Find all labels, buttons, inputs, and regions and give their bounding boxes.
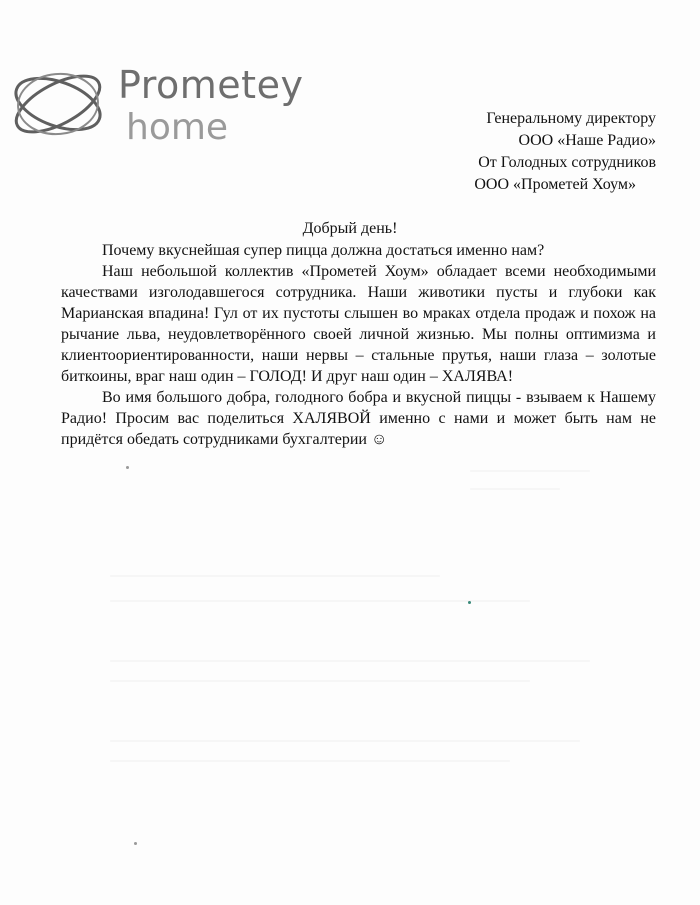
addressee-line: Генеральному директору	[486, 110, 656, 127]
scan-artifact	[110, 575, 440, 577]
letter-paragraph: Наш небольшой коллектив «Прометей Хоум» обладает всеми необходимыми качествами изголодавшегося сотрудника. Наши животики пусты и глубоки как Марианская впадина! Гул от их пустоты слышен во мраках отдела продаж и похож на рычание льва, неудовлетворённого своей личной жизнью. Мы полны оптимизма и клиентоориентированности, наши нервы – стальные прутья, наши глаза – золотые биткоины, враг наш один – ГОЛОД! И друг наш один – ХАЛЯВА!	[61, 263, 656, 385]
scan-artifact	[110, 600, 530, 602]
letter-paragraph: Почему вкуснейшая супер пицца должна достаться именно нам?	[102, 242, 545, 259]
scan-artifact	[110, 680, 530, 682]
scan-artifact	[110, 760, 510, 762]
scan-artifact	[110, 660, 590, 662]
scan-speck	[126, 466, 129, 469]
addressee-line: ООО «Прометей Хоум»	[474, 176, 636, 193]
orbit-logo-icon	[6, 56, 116, 156]
scan-artifact	[470, 470, 590, 472]
addressee-line: От Голодных сотрудников	[478, 154, 656, 171]
scan-artifact	[110, 740, 580, 742]
scan-speck	[468, 601, 471, 604]
addressee-block	[474, 108, 656, 196]
letter-body	[61, 240, 656, 450]
scan-artifact	[470, 488, 560, 490]
scan-speck	[134, 842, 137, 845]
letter-greeting: Добрый день!	[302, 220, 398, 237]
logo-wordmark-prometey: Prometey	[118, 63, 304, 107]
addressee-line: ООО «Наше Радио»	[518, 132, 656, 149]
letter-paragraph: Во имя большого добра, голодного бобра и вкусной пиццы - взываем к Нашему Радио! Просим вас поделиться ХАЛЯВОЙ именно с нами и может быть нам не придётся обедать сотрудниками бухгалтерии ☺	[61, 389, 656, 448]
company-logo	[6, 56, 326, 156]
logo-wordmark-home: home	[126, 107, 229, 148]
